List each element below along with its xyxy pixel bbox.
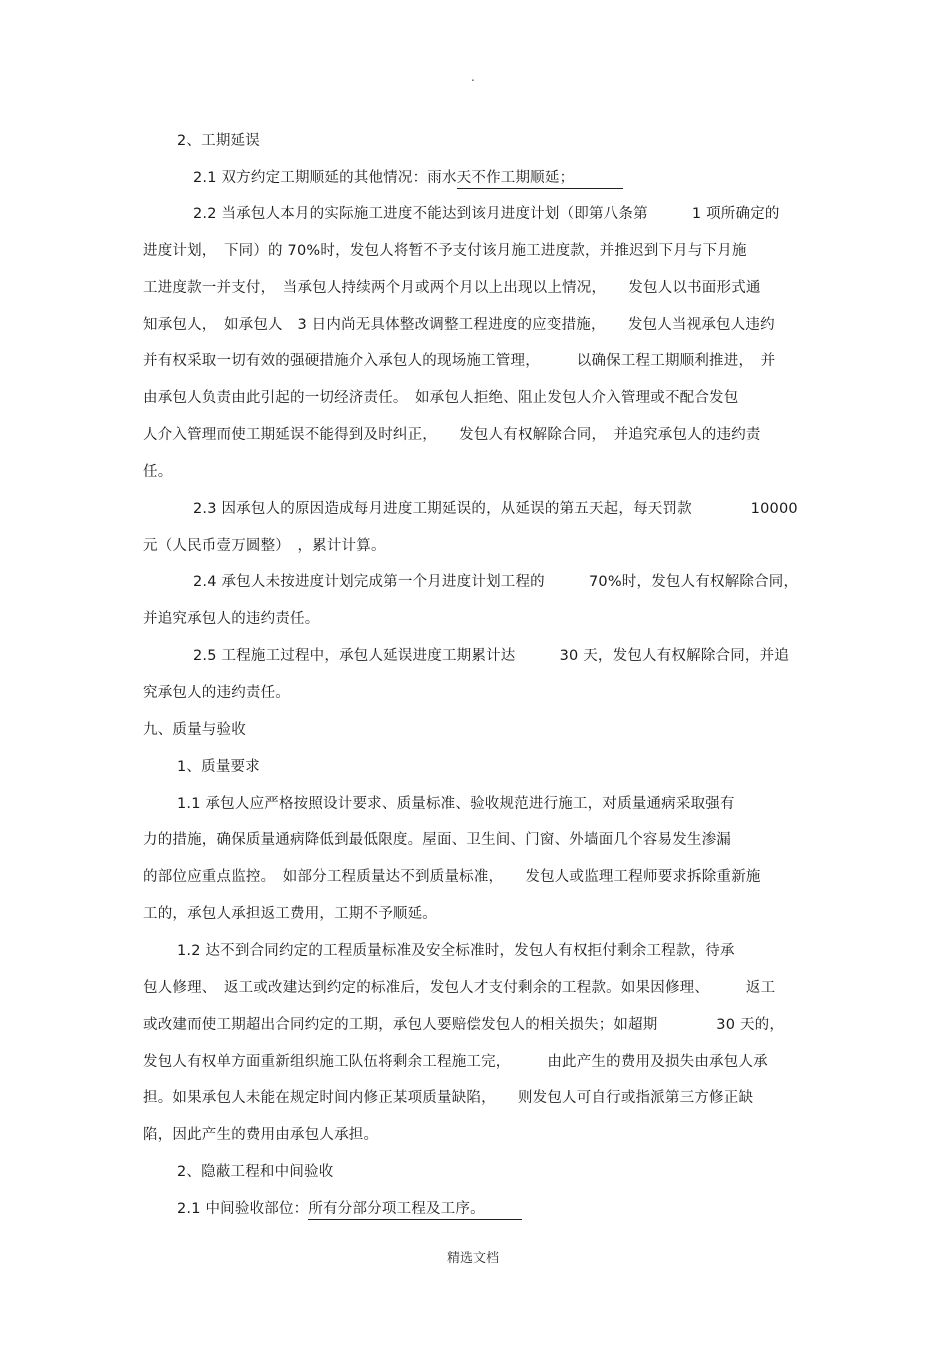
paragraph-line: 工进度款一并支付， 当承包人持续两个月或两个月以上出现以上情况， 发包人以书面形式通 <box>143 280 761 296</box>
paragraph-line: 元（人民币壹万圆整） ，累计计算。 <box>143 538 386 554</box>
clause-2-1-underlined-value: 天不作工期顺延； <box>457 168 623 189</box>
clause-2-1-text: 2.1 双方约定工期顺延的其他情况：雨水 <box>193 170 457 186</box>
paragraph-line: 由承包人负责由此引起的一切经济责任。 如承包人拒绝、阻止发包人介入管理或不配合发包 <box>143 390 739 406</box>
subsection-heading-hidden-works: 2、隐蔽工程和中间验收 <box>177 1164 334 1180</box>
paragraph-line: 任。 <box>143 464 173 480</box>
paragraph-line: 究承包人的违约责任。 <box>143 685 290 701</box>
paragraph-line: 并有权采取一切有效的强硬措施介入承包人的现场施工管理， 以确保工程工期顺利推进， 并 <box>143 353 776 369</box>
clause-2-1-inspection-text: 2.1 中间验收部位： <box>177 1201 309 1217</box>
subsection-heading-quality-requirements: 1、质量要求 <box>177 759 260 775</box>
header-mark: . <box>471 70 475 84</box>
clause-2-1 <box>193 168 623 189</box>
paragraph-line: 人介入管理而使工期延误不能得到及时纠正， 发包人有权解除合同， 并追究承包人的违约责 <box>143 427 761 443</box>
paragraph-line: 担。如果承包人未能在规定时间内修正某项质量缺陷， 则发包人可自行或指派第三方修正缺 <box>143 1090 754 1106</box>
page-footer: 精选文档 <box>447 1251 500 1266</box>
paragraph-line: 知承包人， 如承包人 3 日内尚无具体整改调整工程进度的应变措施， 发包人当视承包人违约 <box>143 317 775 333</box>
section-heading-schedule-delay: 2、工期延误 <box>177 133 260 149</box>
paragraph-line: 发包人有权单方面重新组织施工队伍将剩余工程施工完， 由此产生的费用及损失由承包人承 <box>143 1054 768 1070</box>
paragraph-line: 进度计划， 下同）的 70%时，发包人将暂不予支付该月施工进度款，并推迟到下月与下月施 <box>143 243 747 259</box>
section-heading-quality: 九、质量与验收 <box>143 722 246 738</box>
clause-1-2: 1.2 达不到合同约定的工程质量标准及安全标准时，发包人有权拒付剩余工程款，待承 <box>177 943 735 959</box>
clause-1-1: 1.1 承包人应严格按照设计要求、质量标准、验收规范进行施工，对质量通病采取强有 <box>177 796 735 812</box>
clause-2-4: 2.4 承包人未按进度计划完成第一个月进度计划工程的 70%时，发包人有权解除合同， <box>193 574 799 590</box>
clause-2-1-inspection-underlined-value: 所有分部分项工程及工序。 <box>308 1199 522 1220</box>
paragraph-line: 并追究承包人的违约责任。 <box>143 611 320 627</box>
paragraph-line: 2.2 当承包人本月的实际施工进度不能达到该月进度计划（即第八条第 1 项所确定的 <box>193 206 780 222</box>
paragraph-line: 包人修理、 返工或改建达到约定的标准后，发包人才支付剩余的工程款。如果因修理、 返工 <box>143 980 776 996</box>
clause-2-5: 2.5 工程施工过程中，承包人延误进度工期累计达 30 天，发包人有权解除合同，并追 <box>193 648 790 664</box>
paragraph-line: 陷，因此产生的费用由承包人承担。 <box>143 1127 379 1143</box>
clause-2-3: 2.3 因承包人的原因造成每月进度工期延误的，从延误的第五天起，每天罚款 10000 <box>193 501 798 517</box>
paragraph-line: 的部位应重点监控。 如部分工程质量达不到质量标准， 发包人或监理工程师要求拆除重新施 <box>143 869 761 885</box>
clause-2-1-inspection <box>177 1199 522 1220</box>
paragraph-line: 工的，承包人承担返工费用，工期不予顺延。 <box>143 906 437 922</box>
paragraph-line: 或改建而使工期超出合同约定的工期，承包人要赔偿发包人的相关损失；如超期 30 天的， <box>143 1017 785 1033</box>
paragraph-line: 力的措施，确保质量通病降低到最低限度。屋面、卫生间、门窗、外墙面几个容易发生渗漏 <box>143 832 731 848</box>
